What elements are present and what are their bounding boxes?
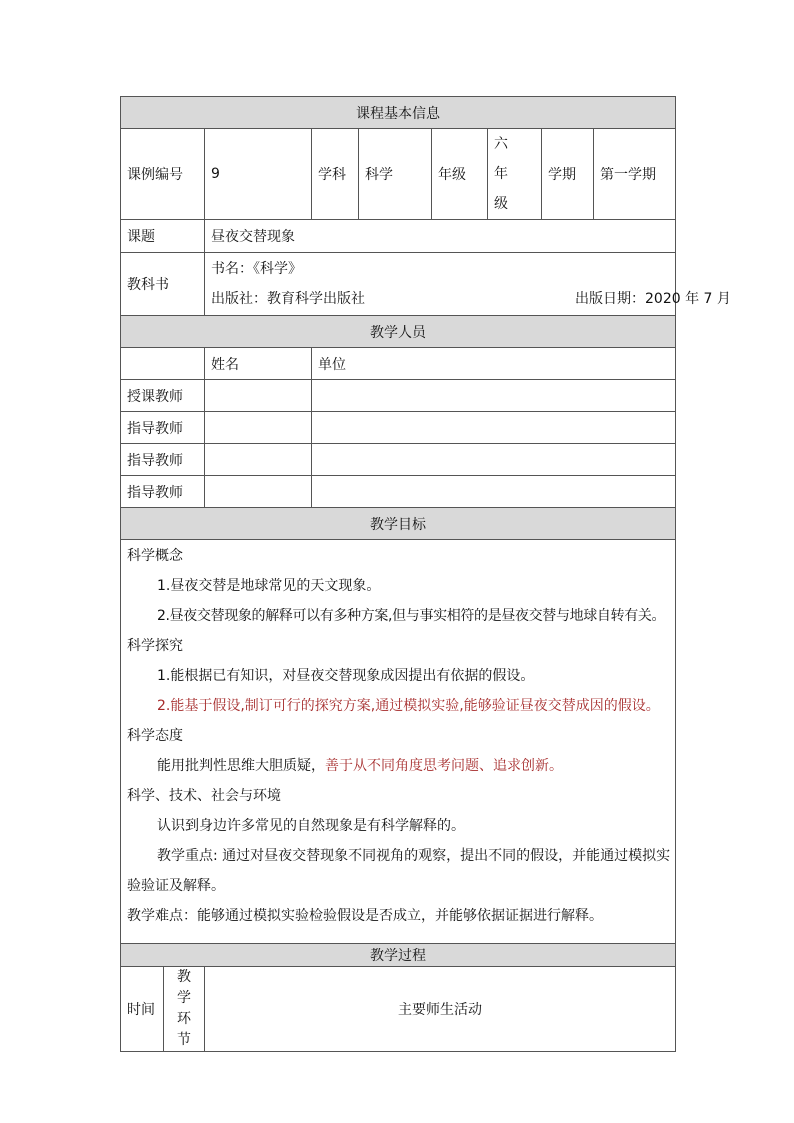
staff-name — [205, 412, 312, 444]
staff-name — [205, 380, 312, 412]
staff-name — [205, 444, 312, 476]
subject-value: 科学 — [359, 129, 432, 220]
staff-unit — [312, 444, 676, 476]
key-point-line1: 教学重点: 通过对昼夜交替现象不同视角的观察，提出不同的假设，并能通过模拟实 — [157, 848, 671, 864]
grade-value — [488, 129, 542, 220]
activity-column-header: 主要师生活动 — [205, 967, 676, 1052]
stage-char: 学 — [177, 990, 191, 1006]
staff-unit — [312, 380, 676, 412]
staff-role: 指导教师 — [121, 476, 205, 508]
staff-unit-column-header: 单位 — [312, 348, 676, 380]
teaching-goals-body — [121, 540, 676, 944]
subject-label: 学科 — [312, 129, 359, 220]
textbook-label: 教科书 — [121, 253, 205, 316]
teaching-difficulty: 教学难点：能够通过模拟实验检验假设是否成立，并能够依据证据进行解释。 — [127, 908, 603, 924]
case-number-value: 9 — [205, 129, 312, 220]
publisher: 出版社：教育科学出版社 — [211, 291, 365, 307]
staff-role: 授课教师 — [121, 380, 205, 412]
key-point-line2: 验验证及解释。 — [127, 878, 225, 894]
staff-unit — [312, 412, 676, 444]
lesson-plan-document — [120, 96, 731, 1052]
stage-char: 教 — [177, 969, 191, 985]
grade-label: 年级 — [432, 129, 488, 220]
teaching-goals-header: 教学目标 — [121, 508, 676, 540]
staff-row — [121, 380, 676, 412]
lesson-plan-table — [120, 96, 731, 1052]
staff-row — [121, 412, 676, 444]
teaching-staff-header: 教学人员 — [121, 316, 676, 348]
grade-value-line1: 六 年 — [494, 136, 522, 182]
attitude-text: 能用批判性思维大胆质疑， — [157, 758, 325, 774]
science-concept-title: 科学概念 — [127, 548, 183, 564]
staff-row — [121, 444, 676, 476]
sts-item: 认识到身边许多常见的自然现象是有科学解释的。 — [157, 818, 465, 834]
staff-unit — [312, 476, 676, 508]
science-inquiry-item-highlighted: 2.能基于假设,制订可行的探究方案,通过模拟实验,能够验证昼夜交替成因的假设。 — [157, 698, 660, 714]
topic-label: 课题 — [121, 220, 205, 253]
time-column-header: 时间 — [121, 967, 164, 1052]
teaching-process-header: 教学过程 — [121, 944, 676, 967]
stage-column-header — [164, 967, 205, 1052]
stage-char: 环 — [177, 1011, 191, 1027]
book-name: 书名：《科学》 — [211, 261, 302, 277]
science-concept-item: 2.昼夜交替现象的解释可以有多种方案,但与事实相符的是昼夜交替与地球自转有关。 — [157, 608, 666, 624]
textbook-details — [205, 253, 731, 316]
case-number-label: 课例编号 — [121, 129, 205, 220]
staff-name — [205, 476, 312, 508]
staff-row — [121, 476, 676, 508]
science-concept-item: 1.昼夜交替是地球常见的天文现象。 — [157, 578, 381, 594]
staff-role: 指导教师 — [121, 412, 205, 444]
science-attitude-title: 科学态度 — [127, 728, 183, 744]
science-inquiry-item: 1.能根据已有知识，对昼夜交替现象成因提出有依据的假设。 — [157, 668, 535, 684]
sts-title: 科学、技术、社会与环境 — [127, 788, 281, 804]
topic-value: 昼夜交替现象 — [205, 220, 676, 253]
stage-char: 节 — [177, 1032, 191, 1048]
term-value: 第一学期 — [594, 129, 676, 220]
publish-date: 出版日期：2020 年 7 月 — [575, 291, 731, 307]
grade-value-line2: 级 — [494, 196, 508, 212]
science-inquiry-title: 科学探究 — [127, 638, 183, 654]
staff-name-column-header: 姓名 — [205, 348, 312, 380]
science-attitude-item — [127, 751, 669, 781]
attitude-text-highlighted: 善于从不同角度思考问题、追求创新。 — [325, 758, 563, 774]
term-label: 学期 — [542, 129, 594, 220]
staff-role: 指导教师 — [121, 444, 205, 476]
staff-corner-cell — [121, 348, 205, 380]
course-info-header: 课程基本信息 — [121, 97, 676, 129]
